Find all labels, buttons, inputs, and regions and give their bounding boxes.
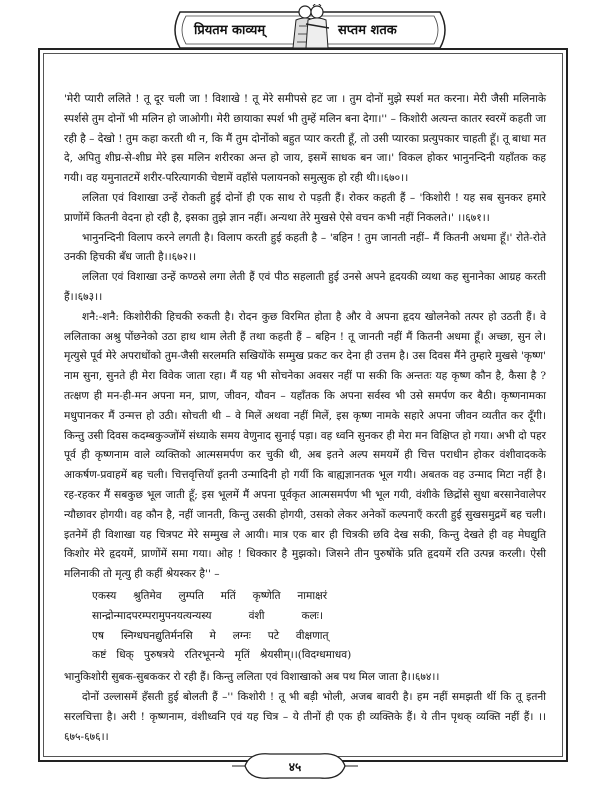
page-footer (230, 746, 360, 786)
paragraph-673: ललिता एवं विशाखा उन्हें कण्ठसे लगा लेती हैं एवं पीठ सहलाती हुई उनसे अपने हृदयकी व्यथा कह सुनानेका आग्रह करती हैं।।६७३।। (64, 271, 546, 303)
verse-line: एष स्निग्धघनद्युतिर्मनसि मे लग्नः पटे वीक्षणात् (92, 629, 329, 642)
paragraph-closing-1: भानुकिशोरी सुबक-सुबककर रो रही हैं। किन्तु ललिता एवं विशाखाको अब पथ मिल जाता है।।६७४।। (64, 671, 440, 684)
sanskrit-verse (92, 587, 546, 666)
page-header (150, 2, 470, 54)
paragraph-closing-2: दोनों उल्लासमें हँसती हुई बोलती हैं –'' किशोरी ! तू भी बड़ी भोली, अजब बावरी है। हम नहीं समझती थीं कि तू इतनी सरलचित्ता है। अरी ! कृष्णनाम, वंशीध्वनि एवं यह चित्र – ये तीनों ही एक ही व्यक्तिके हैं। ये तीन पृथक् व्यक्ति नहीं हैं। ।।६७५-६७६।। (64, 690, 546, 743)
krishna-figure-icon (302, 4, 332, 50)
verse-line: कष्टं धिक् पुरुषत्रये रतिरभूनन्ये मृतिं श्रेयसीम्।।(विदग्धमाधव) (92, 649, 352, 662)
page-number: ४५ (288, 760, 302, 774)
page-body (64, 90, 546, 747)
verse-line: सान्द्रोन्मादपरम्परामुपनयत्यन्यस्य वंशी कलः। (92, 609, 323, 622)
header-book-title: प्रियतम काव्यम् (194, 23, 266, 38)
paragraph-672: भानुनन्दिनी विलाप करने लगती है। विलाप करती हुई कहती है – 'बहिन ! तुम जानती नहीं– मैं कितनी अधमा हूँ।' रोते-रोते उनकी हिचकी बँध जाती है।।६७२।। (64, 231, 546, 264)
verse-line: एकस्य श्रुतिमेव लुम्पति मतिं कृष्णेति नामाक्षरं (92, 589, 328, 602)
paragraph-671: ललिता एवं विशाखा उन्हें रोकती हुई दोनों ही एक साथ रो पड़ती हैं। रोकर कहती हैं – 'किशोरी ! यह सब सुनकर हमारे प्राणोंमें कितनी वेदना हो रही है, इसका तुझे ज्ञान नहीं। अन्यथा तेरे मुखसे ऐसे वचन कभी नहीं निकलते।' ।।६७१।। (64, 191, 546, 224)
paragraph-674-body: शनै:-शनै: किशोरीकी हिचकी रुकती है। रोदन कुछ विरमित होता है और वे अपना हृदय खोलनेको तत्पर हो उठती हैं। वे ललिताका अश्रु पोंछनेको उठा हाथ थाम लेती हैं तथा कहती हैं – बहिन ! तू जानती नहीं मैं कितनी अधमा हूँ। अच्छा, सुन ले। मृत्युसे पूर्व मेरे अपराधोंको तुम-जैसी सरलमति सखियोंके सम्मुख प्रकट कर देना ही उत्तम है। उस दिवस मैंने तुम्हारे मुखसे 'कृष्ण' नाम सुना, सुनते ही मेरा विवेक जाता रहा। मैं यह भी सोचनेका अवसर नहीं पा सकी कि अन्ततः यह कृष्ण कौन है, कैसा है ? तत्क्षण ही मन-ही-मन अपना मन, प्राण, जीवन, यौवन – यहाँतक कि अपना सर्वस्व भी उसे समर्पण कर बैठी। कृष्णनामका मधुपानकर मैं उन्मत्त हो उठी। सोचती थी – वे मिलें अथवा नहीं मिलें, इस कृष्ण नामके सहारे अपना जीवन व्यतीत कर दूँगी। किन्तु उसी दिवस कदम्बकुञ्जोंमें संध्याके समय वेणुनाद सुनाई पड़ा। वह ध्वनि सुनकर ही मेरा मन विक्षिप्त हो गया। अभी दो पहर पूर्व ही कृष्णनाम वाले व्यक्तिको आत्मसमर्पण कर चुकी थी, अब इतने अल्प समयमें ही चित्त पराधीन होकर वंशीवादकके आकर्षण-प्रवाहमें बह चली। चित्तवृत्तियाँ इतनी उन्मादिनी हो गयीं कि बाह्यज्ञानतक भूल गयी। अबतक वह उन्माद मिटा नहीं है। रह-रहकर मैं सबकुछ भूल जाती हूँ; इस भूलमें मैं अपना पूर्वकृत आत्मसमर्पण भी भूल गयी, वंशीके छिद्रोंसे सुधा बरसानेवालेपर न्यौछावर होगयी। वह कौन है, नहीं जानती, किन्तु उसकी होगयी, उसको लेकर अनेकों कल्पनाएँ करती हुई सुखसमुद्रमें बह चली। इतनेमें ही विशाखा यह चित्रपट मेरे सम्मुख ले आयी। मात्र एक बार ही चित्रकी छवि देख सकी, किन्तु देखते ही वह मेघद्युति किशोर मेरे हृदयमें, प्राणोंमें समा गया। ओह ! धिक्कार है मुझको। जिसने तीन पुरुषोंके प्रति हृदयमें रति उत्पन्न करली। ऐसी मलिनाकी तो मृत्यु ही कहीं श्रेयस्कर है'' – (64, 310, 546, 581)
header-chapter-title: सप्तम शतक (338, 23, 397, 38)
paragraph-670: 'मेरी प्यारी ललिते ! तू दूर चली जा ! विशाखे ! तू मेरे समीपसे हट जा । तुम दोनों मुझे स्पर्श मत करना। मेरी जैसी मलिनाके स्पर्शसे तुम दोनों भी मलिन हो जाओगी। मेरी छायाका स्पर्श भी तुम्हें मलिन बना देगा।'' – किशोरी अत्यन्त कातर स्वरमें कहती जा रही है – देखो ! तुम कहा करती थी न, कि मैं तुम दोनोंको बहुत प्यार करती हूँ, तो उसी प्यारका प्रत्युपकार चाहती हूँ। तू बाधा मत दे, अपितु शीघ्र-से-शीघ्र मेरे इस मलिन शरीरका अन्त हो जाय, इसमें साधक बन जा।' विकल होकर भानुनन्दिनी यहाँतक कह गयी। वह यमुनातटमें शरीर-परित्यागकी चेष्टामें वहाँसे पलायनको समुत्सुक हो रही थी।।६७०।। (64, 93, 546, 185)
